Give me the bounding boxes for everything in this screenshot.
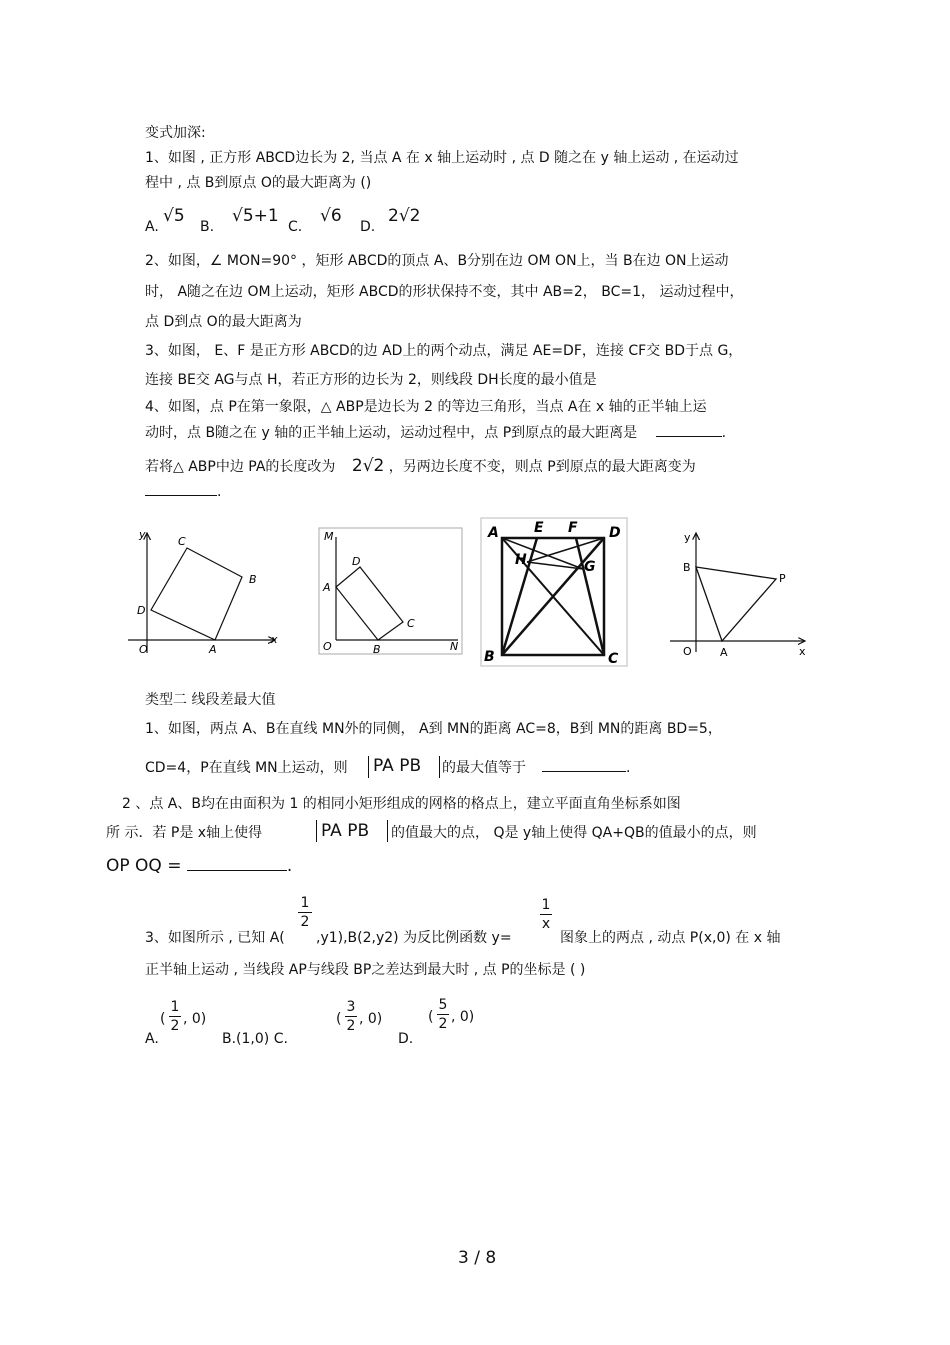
- fig4-label-y: y: [684, 531, 691, 544]
- frac-num: 1: [170, 999, 180, 1015]
- p1-period: .: [626, 760, 631, 776]
- q4-line3-rest: ，另两边长度不变，则点 P到原点的最大距离变为: [388, 459, 696, 475]
- fig2-label-A: A: [323, 581, 331, 594]
- fig3-label-A: A: [488, 525, 499, 541]
- answer-blank[interactable]: [187, 869, 287, 871]
- q4-line2-text: 动时，点 B随之在 y 轴的正半轴上运动，运动过程中，点 P到原点的最大距离是: [145, 425, 638, 441]
- q3-line2: 连接 BE交 AG与点 H，若正方形的边长为 2，则线段 DH长度的最小值是: [145, 372, 597, 388]
- fig2-label-O: O: [323, 640, 332, 653]
- q1-option-a: A.: [145, 219, 159, 235]
- fig3-label-C: C: [608, 651, 619, 667]
- answer-blank[interactable]: [656, 435, 722, 437]
- page-number: 3 / 8: [458, 1248, 497, 1268]
- fig1-label-A: A: [209, 643, 217, 656]
- frac-num: 1: [541, 897, 551, 913]
- p1-line2b: 的最大值等于: [442, 760, 526, 776]
- p3-line2: 正半轴上运动 , 当线段 AP与线段 BP之差达到最大时 , 点 P的坐标是 ( ): [145, 962, 586, 978]
- p3-fraction-opt-a: [169, 1000, 181, 1033]
- fig2-label-N: N: [450, 640, 459, 653]
- fig4-label-x: x: [799, 645, 806, 658]
- fig3-label-D: D: [609, 525, 621, 541]
- answer-blank[interactable]: [542, 770, 626, 772]
- p2-line3: [106, 858, 292, 875]
- q1-value-b: √5+1: [232, 206, 279, 226]
- q4-line3-text: 若将△ ABP中边 PA的长度改为: [145, 459, 336, 475]
- p2-line3-text: OP OQ =: [106, 856, 182, 876]
- q4-line2: [145, 426, 726, 440]
- fig1-label-y: y: [139, 528, 146, 541]
- p3-fraction-a: [298, 896, 312, 929]
- frac-den: 2: [300, 914, 310, 930]
- q1-option-b: B.: [200, 219, 215, 235]
- p2-period: .: [286, 856, 293, 876]
- p2-line2b: 的值最大的点， Q是 y轴上使得 QA+QB的值最小的点，则: [391, 825, 757, 841]
- p1-line2a: CD=4，P在直线 MN上运动，则: [145, 760, 348, 776]
- figure-1-square-on-axes: [125, 525, 285, 660]
- p2-abs-text: PA PB: [321, 821, 370, 841]
- fig4-label-O: O: [683, 645, 692, 658]
- q1-line1: 1、如图 , 正方形 ABCD边长为 2, 当点 A 在 x 轴上运动时 , 点 D 随之在 y 轴上运动 , 在运动过: [145, 150, 739, 166]
- section-title: 变式加深:: [145, 125, 206, 141]
- fig1-label-O: O: [139, 643, 148, 656]
- fig4-label-P: P: [779, 572, 786, 585]
- q1-value-d: 2√2: [388, 206, 421, 226]
- q4-line4: [145, 485, 221, 499]
- p3-fraction-opt-c: [345, 1000, 357, 1033]
- answer-blank[interactable]: [145, 494, 217, 496]
- p3-c-open: (: [336, 1011, 342, 1027]
- section-title-type2: 类型二 线段差最大值: [145, 692, 276, 708]
- fig2-label-C: C: [407, 617, 415, 630]
- frac-num: 1: [300, 895, 310, 911]
- fig2-label-B: B: [373, 643, 381, 656]
- fig1-label-C: C: [178, 535, 186, 548]
- frac-den: 2: [438, 1016, 448, 1032]
- fig3-label-E: E: [534, 520, 544, 536]
- q1-option-d: D.: [360, 219, 376, 235]
- p3-option-bc: B.(1,0) C.: [222, 1031, 288, 1047]
- p3-line1c: 图象上的两点 , 动点 P(x,0) 在 x 轴: [560, 930, 781, 946]
- p2-line1: 2 、点 A、B均在由面积为 1 的相同小矩形组成的网格的格点上，建立平面直角坐标系如图: [122, 796, 681, 812]
- p1-line2-blank: [542, 761, 630, 775]
- fig3-label-H: H: [515, 552, 527, 568]
- p1-abs-text: PA PB: [373, 756, 422, 776]
- p1-line1: 1、如图，两点 A、B在直线 MN外的同侧， A到 MN的距离 AC=8，B到 MN的距离 BD=5，: [145, 721, 722, 737]
- q1-value-a: √5: [163, 206, 185, 226]
- frac-den: 2: [170, 1018, 180, 1034]
- p3-fraction-y: [540, 898, 552, 931]
- fig4-label-A: A: [720, 646, 728, 659]
- fig3-label-G: G: [584, 559, 596, 575]
- p3-a-close: , 0): [183, 1011, 207, 1027]
- p3-d-open: (: [428, 1009, 434, 1025]
- fig1-label-x: x: [271, 633, 278, 646]
- p3-option-a: A.: [145, 1031, 159, 1047]
- p2-line2a: 所 示．若 P是 x轴上使得: [106, 825, 263, 841]
- fig1-label-D: D: [137, 604, 146, 617]
- p3-line1b: ,y1),B(2,y2) 为反比例函数 y=: [316, 930, 512, 946]
- p3-option-d: D.: [398, 1031, 414, 1047]
- fig4-label-B: B: [683, 561, 691, 574]
- q1-line2: 程中 , 点 B到原点 O的最大距离为 (): [145, 175, 372, 191]
- q4-line4-period: .: [217, 484, 222, 500]
- p3-a-open: (: [160, 1011, 166, 1027]
- frac-num: 3: [346, 999, 356, 1015]
- frac-den: 2: [346, 1018, 356, 1034]
- q4-line3: [145, 458, 696, 475]
- frac-den: x: [541, 916, 551, 932]
- figure-3-square-construction: [480, 517, 628, 667]
- figure-4-triangle-on-axes: [670, 527, 815, 662]
- figure-2-rectangle-on-angle: [318, 527, 463, 655]
- fig3-label-B: B: [484, 649, 495, 665]
- q2-line1: 2、如图，∠ MON=90° ，矩形 ABCD的顶点 A、B分别在边 OM ON上，当 B在边 ON上运动: [145, 253, 729, 269]
- q4-line3-value: 2√2: [351, 456, 385, 476]
- p3-d-close: , 0): [451, 1009, 475, 1025]
- fig3-label-F: F: [568, 520, 578, 536]
- q2-line3: 点 D到点 O的最大距离为: [145, 314, 302, 330]
- fig1-label-B: B: [249, 573, 257, 586]
- fig2-label-M: M: [324, 530, 334, 543]
- q4-line2-period: .: [721, 425, 727, 441]
- p3-line1a: 3、如图所示 , 已知 A(: [145, 930, 285, 946]
- q1-option-c: C.: [288, 219, 303, 235]
- q4-line1: 4、如图，点 P在第一象限，△ ABP是边长为 2 的等边三角形，当点 A在 x 轴的正半轴上运: [145, 399, 707, 415]
- q2-line2: 时， A随之在边 OM上运动，矩形 ABCD的形状保持不变，其中 AB=2， BC=1， 运动过程中，: [145, 284, 744, 300]
- q3-line1: 3、如图， E、F 是正方形 ABCD的边 AD上的两个动点，满足 AE=DF，连接 CF交 BD于点 G，: [145, 343, 743, 359]
- p3-fraction-opt-d: [437, 998, 449, 1031]
- fig2-label-D: D: [352, 555, 361, 568]
- q1-value-c: √6: [320, 206, 342, 226]
- p3-c-close: , 0): [359, 1011, 383, 1027]
- frac-num: 5: [438, 997, 448, 1013]
